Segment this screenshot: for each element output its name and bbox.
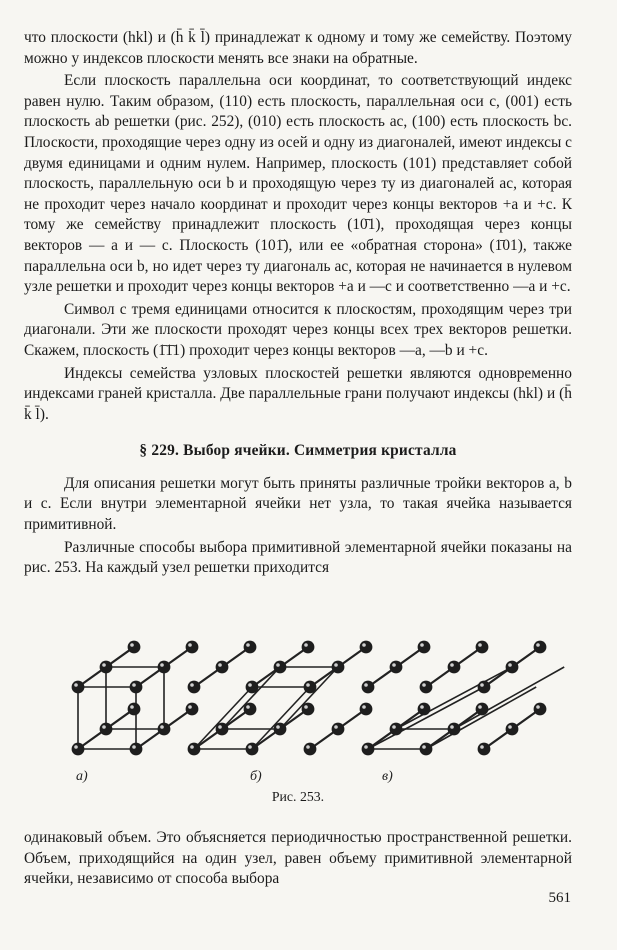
lattice-node-highlight	[188, 643, 192, 647]
paragraph: Для описания решетки могут быть приняты различные тройки векторов a, b и c. Если внутри элементарной ячейки нет узла, то такая ячейка называется примитивной.	[24, 474, 572, 534]
lattice-node	[506, 660, 519, 673]
lattice-node-highlight	[276, 725, 280, 729]
lattice-node-highlight	[190, 683, 194, 687]
lattice-node	[478, 742, 491, 755]
lattice-node	[418, 640, 431, 653]
lattice-node	[244, 702, 257, 715]
lattice-node	[274, 722, 287, 735]
lattice-node-highlight	[334, 663, 338, 667]
lattice-node	[130, 680, 143, 693]
figure-sublabel: а)	[76, 768, 88, 784]
lattice-node	[130, 742, 143, 755]
lattice-node-highlight	[74, 745, 78, 749]
lattice-node	[534, 640, 547, 653]
lattice-node	[362, 742, 375, 755]
lattice-node-highlight	[480, 683, 484, 687]
lattice-node	[302, 702, 315, 715]
lattice-bond	[222, 667, 280, 729]
lattice-bond	[280, 667, 338, 729]
lattice-node	[100, 660, 113, 673]
lattice-node-highlight	[188, 705, 192, 709]
lattice-node	[332, 660, 345, 673]
lattice-node	[216, 660, 229, 673]
lattice-node-highlight	[420, 643, 424, 647]
lattice-node-highlight	[392, 663, 396, 667]
figure-sublabel: в)	[382, 768, 393, 784]
lattice-node-highlight	[364, 745, 368, 749]
lattice-node-highlight	[508, 725, 512, 729]
lattice-node	[448, 660, 461, 673]
lattice-node	[360, 640, 373, 653]
lattice-node-highlight	[450, 725, 454, 729]
lattice-node	[304, 680, 317, 693]
lattice-node	[476, 702, 489, 715]
lattice-node	[420, 680, 433, 693]
lattice-node-highlight	[218, 663, 222, 667]
lattice-node-highlight	[536, 643, 540, 647]
lattice-node	[448, 722, 461, 735]
lattice-node-highlight	[160, 663, 164, 667]
lattice-node	[186, 640, 199, 653]
paragraph: Различные способы выбора примитивной элементарной ячейки показаны на рис. 253. На каждый узел решетки приходится	[24, 538, 572, 577]
section-heading: § 229. Выбор ячейки. Симметрия кристалла	[139, 442, 457, 460]
lattice-node-highlight	[246, 705, 250, 709]
lattice-node	[158, 660, 171, 673]
paragraph: Если плоскость параллельна оси координат, то соответствующий индекс равен нулю. Таким образом, (110) есть плоскость, параллельная оси c, (001) есть плоскость ab решетки (рис. 252), (010) есть плоскость ac, (100) есть плоскость bc. Плоскости, проходящие через одну из осей и одну из диагоналей, имеют индексы с двумя единицами и одним нулем. Например, плоскость (101) представляет собой плоскость, параллельную оси b и проходящую через ту из диагоналей ac, которая не проходит через начало координат и проходит через концы векторов +a и +c. К тому же семейству принадлежит плоскость (10̄1), проходящая через концы векторов — a и — c. Плоскость (101̄), или ее «обратная сторона» (1̄01), также параллельна оси b, но идет через ту диагональ ac, которая не начинается в нулевом узле решетки и проходит через концы векторов +a и —c и соответственно —a и +c.	[24, 72, 572, 296]
lattice-node-highlight	[508, 663, 512, 667]
lattice-node	[158, 722, 171, 735]
lattice-node	[420, 742, 433, 755]
lattice-node	[246, 680, 259, 693]
lattice-node	[72, 680, 85, 693]
lattice-node-highlight	[420, 705, 424, 709]
lattice-node-highlight	[160, 725, 164, 729]
lattice-node-highlight	[218, 725, 222, 729]
lattice-node-highlight	[130, 643, 134, 647]
lattice-node-highlight	[364, 683, 368, 687]
lattice-node	[332, 722, 345, 735]
lattice-node-highlight	[130, 705, 134, 709]
lattice-node	[478, 680, 491, 693]
lattice-node	[390, 722, 403, 735]
lattice-node-highlight	[304, 705, 308, 709]
lattice-node	[476, 640, 489, 653]
lattice-node	[506, 722, 519, 735]
lattice-node-highlight	[276, 663, 280, 667]
figure-caption: Рис. 253.	[271, 788, 325, 804]
lattice-node	[100, 722, 113, 735]
lattice-node	[188, 680, 201, 693]
lattice-node-highlight	[74, 683, 78, 687]
lattice-node-highlight	[190, 745, 194, 749]
lattice-node-highlight	[132, 683, 136, 687]
text-continuation	[24, 828, 572, 890]
lattice-node	[390, 660, 403, 673]
lattice-node	[302, 640, 315, 653]
lattice-bond	[396, 667, 512, 729]
text-column	[24, 28, 572, 813]
paragraph: что плоскости (hkl) и (h̄ k̄ l̄) принадлежат к одному и тому же семейству. Поэтому можно у индексов плоскости менять все знаки на обратные.	[24, 29, 572, 67]
lattice-node	[244, 640, 257, 653]
lattice-node	[304, 742, 317, 755]
lattice-node-highlight	[478, 643, 482, 647]
paragraph: одинаковый объем. Это объясняется периодичностью пространственной решетки. Объем, приходящийся на один узел, равен объему примитивной элементарной ячейки, независимо от способа выбора	[24, 829, 572, 888]
lattice-bond	[426, 687, 536, 749]
lattice-node-highlight	[478, 705, 482, 709]
lattice-diagram	[24, 587, 572, 787]
lattice-node-highlight	[392, 725, 396, 729]
figure-sublabel: б)	[250, 768, 262, 784]
lattice-bond	[194, 687, 252, 749]
lattice-node	[128, 640, 141, 653]
lattice-node-highlight	[306, 745, 310, 749]
lattice-node-highlight	[304, 643, 308, 647]
lattice-node-highlight	[248, 745, 252, 749]
figure-253	[24, 587, 572, 808]
lattice-node-highlight	[102, 725, 106, 729]
lattice-node	[362, 680, 375, 693]
lattice-node	[188, 742, 201, 755]
lattice-node-highlight	[362, 705, 366, 709]
lattice-bond	[454, 667, 564, 729]
lattice-node-highlight	[450, 663, 454, 667]
lattice-bond	[252, 687, 310, 749]
lattice-node	[246, 742, 259, 755]
lattice-node-highlight	[536, 705, 540, 709]
lattice-node	[534, 702, 547, 715]
page-number: 561	[548, 890, 571, 906]
lattice-node	[186, 702, 199, 715]
lattice-node-highlight	[422, 745, 426, 749]
paragraph: Индексы семейства узловых плоскостей решетки являются одновременно индексами граней кристалла. Две параллельные грани получают индексы (hkl) и (h̄ k̄ l̄).	[24, 364, 572, 423]
lattice-node-highlight	[334, 725, 338, 729]
lattice-node	[274, 660, 287, 673]
lattice-node-highlight	[132, 745, 136, 749]
lattice-node	[216, 722, 229, 735]
paragraph: Символ с тремя единицами относится к плоскостям, проходящим через три диагонали. Эти же плоскости проходят через концы всех трех векторов решетки. Скажем, плоскость (1̄1̄1) проходит через концы векторов —a, —b и +c.	[24, 300, 572, 359]
lattice-node	[72, 742, 85, 755]
lattice-node-highlight	[248, 683, 252, 687]
lattice-node-highlight	[422, 683, 426, 687]
lattice-node	[418, 702, 431, 715]
lattice-node-highlight	[246, 643, 250, 647]
lattice-node-highlight	[362, 643, 366, 647]
lattice-node	[128, 702, 141, 715]
lattice-node-highlight	[306, 683, 310, 687]
lattice-node	[360, 702, 373, 715]
lattice-bond	[368, 687, 484, 749]
lattice-node-highlight	[480, 745, 484, 749]
lattice-node-highlight	[102, 663, 106, 667]
